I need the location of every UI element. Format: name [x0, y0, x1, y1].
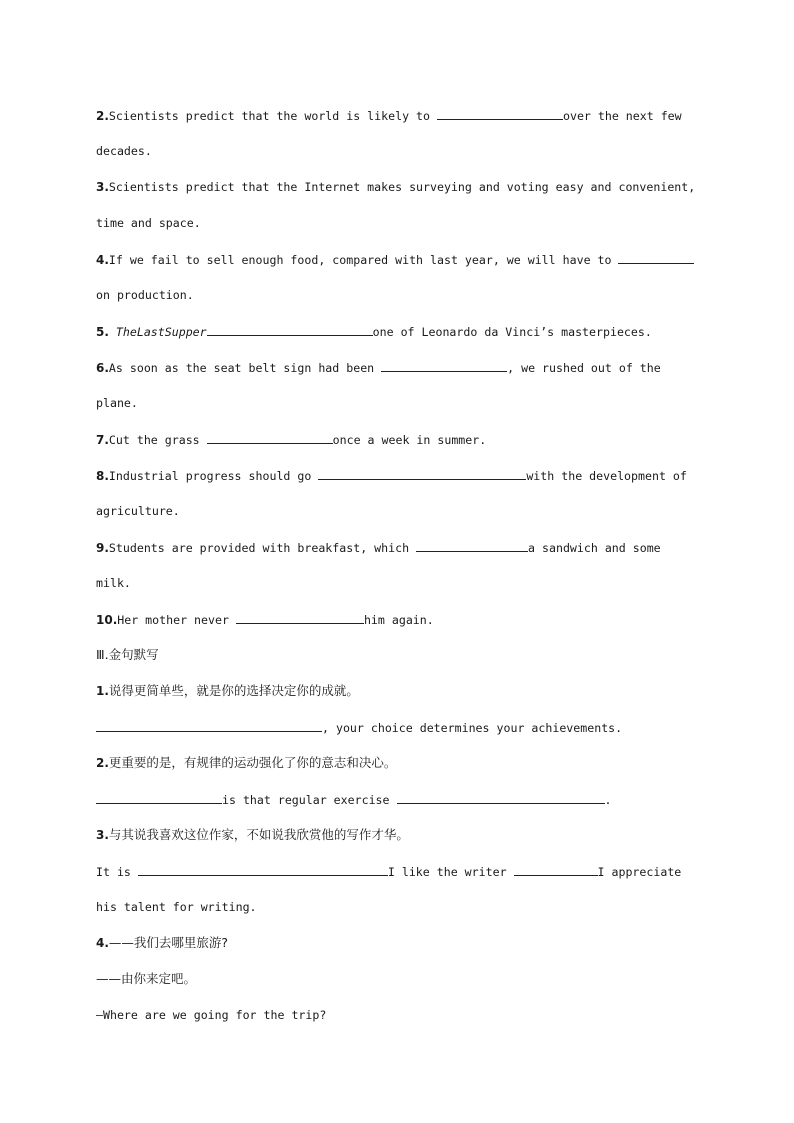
item-10-line [96, 611, 434, 628]
item-number: 5. [96, 325, 109, 339]
q2-english [96, 791, 612, 808]
section-heading: Ⅲ.金句默写 [96, 647, 159, 662]
item-text: over the next few [562, 109, 682, 123]
item-text: Students are provided with breakfast, which [108, 541, 417, 555]
question-text: 说得更简单些，就是你的选择决定你的成就。 [108, 683, 359, 698]
answer-blank[interactable] [514, 863, 598, 876]
q1-english [96, 719, 622, 736]
item-text: once a week in summer. [332, 433, 487, 447]
answer-text: I like the writer [387, 865, 514, 879]
q3-english [96, 863, 681, 880]
q2-chinese [96, 755, 396, 771]
answer-blank[interactable] [381, 359, 507, 372]
question-text: 更重要的是，有规律的运动强化了你的意志和决心。 [108, 755, 397, 770]
item-6-line [96, 359, 661, 376]
answer-blank[interactable] [207, 431, 333, 444]
q1-chinese [96, 683, 359, 699]
q4-chinese-1 [96, 935, 228, 951]
item-text: with the development of [526, 469, 687, 483]
item-9-continuation: milk. [96, 576, 131, 590]
answer-blank[interactable] [618, 251, 694, 264]
answer-blank[interactable] [207, 323, 373, 336]
answer-blank[interactable] [96, 791, 222, 804]
item-text: a sandwich and some [528, 541, 661, 555]
item-text: Her mother never [117, 613, 236, 627]
answer-blank[interactable] [236, 611, 364, 624]
item-text: Cut the grass [108, 433, 207, 447]
item-6-continuation: plane. [96, 396, 138, 410]
item-text: Scientists predict that the world is likely to [108, 109, 437, 123]
item-text: him again. [363, 613, 434, 627]
answer-text: It is [96, 865, 138, 879]
item-number: 4. [96, 253, 109, 267]
question-number: 1. [96, 684, 109, 698]
item-number: 7. [96, 433, 109, 447]
answer-blank[interactable] [397, 791, 605, 804]
question-number: 4. [96, 936, 109, 950]
answer-blank[interactable] [416, 539, 528, 552]
q4-chinese-2: ——由你来定吧。 [96, 971, 197, 986]
item-number: 9. [96, 541, 109, 555]
item-4-continuation: on production. [96, 288, 194, 302]
item-5-line [96, 323, 652, 340]
item-3-continuation: time and space. [96, 216, 201, 230]
item-text: Scientists predict that the Internet makes surveying and voting easy and convenient, [108, 180, 696, 194]
item-number: 3. [96, 180, 109, 194]
item-2-continuation: decades. [96, 144, 152, 158]
item-text: As soon as the seat belt sign had been [108, 361, 382, 375]
item-number: 10. [96, 613, 118, 627]
q3-chinese [96, 827, 409, 843]
item-number: 2. [96, 109, 109, 123]
answer-blank[interactable] [318, 467, 526, 480]
question-text: ——我们去哪里旅游? [108, 935, 229, 950]
item-title: TheLastSupper [115, 325, 207, 339]
q4-english-1: —Where are we going for the trip? [96, 1008, 327, 1022]
item-2-line [96, 107, 682, 124]
item-8-line [96, 467, 687, 484]
item-4-line [96, 251, 694, 268]
question-number: 3. [96, 828, 109, 842]
item-7-line [96, 431, 486, 448]
item-8-continuation: agriculture. [96, 504, 180, 518]
item-text: one of Leonardo da Vinci’s masterpieces. [372, 325, 652, 339]
answer-blank[interactable] [437, 107, 563, 120]
answer-text: . [604, 793, 612, 807]
answer-blank[interactable] [96, 719, 322, 732]
q3-continuation: his talent for writing. [96, 900, 257, 914]
item-9-line [96, 539, 661, 556]
answer-text: , your choice determines your achievements. [322, 721, 623, 735]
item-3-line [96, 179, 695, 195]
answer-blank[interactable] [138, 863, 388, 876]
answer-text: is that regular exercise [222, 793, 397, 807]
question-number: 2. [96, 756, 109, 770]
item-number: 8. [96, 469, 109, 483]
item-number: 6. [96, 361, 109, 375]
question-text: 与其说我喜欢这位作家，不如说我欣赏他的写作才华。 [108, 827, 409, 842]
answer-text: I appreciate [597, 865, 682, 879]
item-text: Industrial progress should go [108, 469, 319, 483]
item-text: , we rushed out of the [507, 361, 661, 375]
item-text: If we fail to sell enough food, compared with last year, we will have to [108, 253, 619, 267]
